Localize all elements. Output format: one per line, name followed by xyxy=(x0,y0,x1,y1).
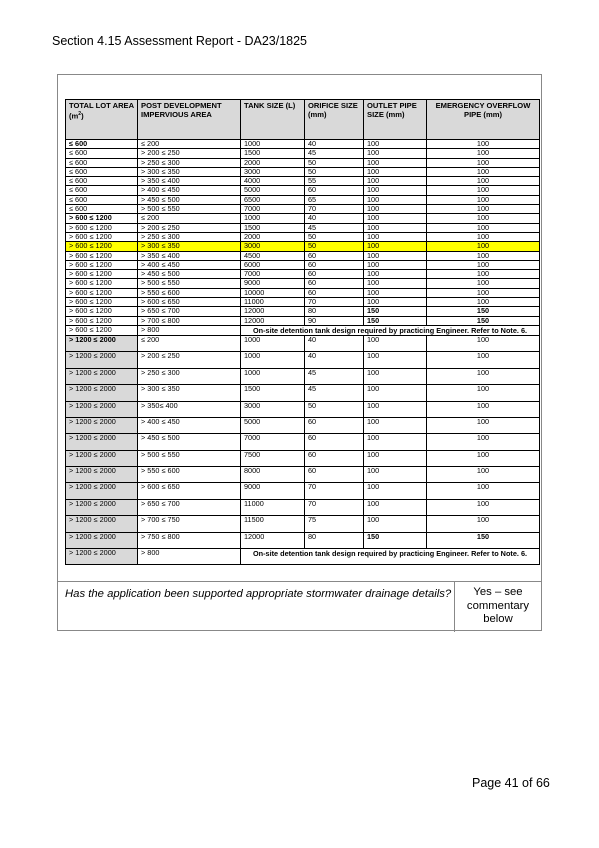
table-row xyxy=(66,352,540,368)
table-cell-orifice: 70 xyxy=(305,298,364,307)
table-cell-lot: > 600 ≤ 1200 xyxy=(66,307,138,316)
table-cell-lot: > 600 ≤ 1200 xyxy=(66,298,138,307)
table-cell-overflow: 100 xyxy=(427,516,540,532)
table-cell-orifice: 60 xyxy=(305,417,364,433)
table-row xyxy=(66,242,540,251)
table-cell-area: > 200 ≤ 250 xyxy=(138,352,241,368)
table-cell-tank: 12000 xyxy=(241,316,305,325)
table-cell-lot: > 1200 ≤ 2000 xyxy=(66,385,138,401)
table-cell-orifice: 40 xyxy=(305,352,364,368)
table-cell-overflow: 100 xyxy=(427,401,540,417)
table-cell-overflow: 100 xyxy=(427,417,540,433)
table-cell-overflow: 100 xyxy=(427,483,540,499)
table-cell-lot: > 600 ≤ 1200 xyxy=(66,279,138,288)
table-cell-outlet: 100 xyxy=(364,140,427,149)
table-cell-area: ≤ 200 xyxy=(138,214,241,223)
table-row-note xyxy=(66,325,540,335)
table-cell-orifice: 60 xyxy=(305,270,364,279)
table-cell-lot: > 600 ≤ 1200 xyxy=(66,288,138,297)
table-cell-outlet: 100 xyxy=(364,158,427,167)
table-row xyxy=(66,434,540,450)
table-cell-lot: > 1200 ≤ 2000 xyxy=(66,516,138,532)
col-lot-area: TOTAL LOT AREA $(m^2)$ xyxy=(66,100,138,140)
table-cell-tank: 11000 xyxy=(241,298,305,307)
table-cell-area: > 250 ≤ 300 xyxy=(138,368,241,384)
table-row xyxy=(66,232,540,241)
table-row xyxy=(66,223,540,232)
table-cell-overflow: 100 xyxy=(427,195,540,204)
table-cell-orifice: 40 xyxy=(305,140,364,149)
table-row xyxy=(66,385,540,401)
table-cell-tank: 3000 xyxy=(241,167,305,176)
table-row xyxy=(66,401,540,417)
table-cell-orifice: 60 xyxy=(305,260,364,269)
table-cell-area: > 550 ≤ 600 xyxy=(138,288,241,297)
table-row xyxy=(66,288,540,297)
table-cell-area: > 650 ≤ 700 xyxy=(138,307,241,316)
table-row xyxy=(66,177,540,186)
table-cell-orifice: 50 xyxy=(305,242,364,251)
table-cell-lot: > 1200 ≤ 2000 xyxy=(66,368,138,384)
question-text: Has the application been supported appropriate stormwater drainage details? xyxy=(65,588,452,600)
table-cell-outlet: 100 xyxy=(364,450,427,466)
table-cell-outlet: 100 xyxy=(364,467,427,483)
table-cell-orifice: 65 xyxy=(305,195,364,204)
table-cell-tank: 1000 xyxy=(241,368,305,384)
table-row xyxy=(66,195,540,204)
report-header: Section 4.15 Assessment Report - DA23/1825 xyxy=(52,34,308,48)
table-cell-overflow: 100 xyxy=(427,242,540,251)
table-cell-orifice: 45 xyxy=(305,368,364,384)
table-cell-outlet: 100 xyxy=(364,288,427,297)
table-cell-tank: 11000 xyxy=(241,499,305,515)
table-row-note xyxy=(66,549,540,565)
table-row xyxy=(66,335,540,351)
table-cell-orifice: 60 xyxy=(305,434,364,450)
table-cell-area: > 200 ≤ 250 xyxy=(138,149,241,158)
table-row xyxy=(66,499,540,515)
table-cell-outlet: 100 xyxy=(364,516,427,532)
engineer-design-note: On-site detention tank design required by practicing Engineer. Refer to Note. 6. xyxy=(241,549,540,565)
table-cell-lot: ≤ 600 xyxy=(66,177,138,186)
table-cell-overflow: 100 xyxy=(427,434,540,450)
table-cell-area: > 800 xyxy=(138,325,241,335)
table-cell-outlet: 100 xyxy=(364,177,427,186)
table-cell-tank: 9000 xyxy=(241,483,305,499)
table-cell-outlet: 100 xyxy=(364,232,427,241)
table-cell-overflow: 100 xyxy=(427,205,540,214)
table-cell-outlet: 100 xyxy=(364,401,427,417)
table-cell-tank: 1000 xyxy=(241,335,305,351)
table-cell-lot: > 1200 ≤ 2000 xyxy=(66,401,138,417)
col-orifice-size: ORIFICE SIZE (mm) xyxy=(305,100,364,140)
table-cell-area: > 400 ≤ 450 xyxy=(138,260,241,269)
table-cell-lot: > 1200 ≤ 2000 xyxy=(66,335,138,351)
table-cell-orifice: 50 xyxy=(305,401,364,417)
table-cell-tank: 12000 xyxy=(241,532,305,548)
table-cell-overflow: 100 xyxy=(427,270,540,279)
table-cell-overflow: 100 xyxy=(427,140,540,149)
table-row xyxy=(66,279,540,288)
table-cell-tank: 12000 xyxy=(241,307,305,316)
table-row xyxy=(66,158,540,167)
table-cell-lot: > 1200 ≤ 2000 xyxy=(66,499,138,515)
table-cell-overflow: 100 xyxy=(427,260,540,269)
table-cell-tank: 1500 xyxy=(241,223,305,232)
table-cell-tank: 1000 xyxy=(241,352,305,368)
table-cell-overflow: 100 xyxy=(427,450,540,466)
table-cell-overflow: 150 xyxy=(427,532,540,548)
table-cell-area: > 350≤ 400 xyxy=(138,401,241,417)
table-cell-overflow: 100 xyxy=(427,251,540,260)
table-row xyxy=(66,483,540,499)
col-emergency-overflow: EMERGENCY OVERFLOW PIPE (mm) xyxy=(427,100,540,140)
table-cell-lot: > 600 ≤ 1200 xyxy=(66,214,138,223)
table-cell-orifice: 40 xyxy=(305,214,364,223)
table-cell-outlet: 100 xyxy=(364,279,427,288)
table-cell-outlet: 100 xyxy=(364,483,427,499)
table-cell-orifice: 70 xyxy=(305,205,364,214)
table-cell-outlet: 100 xyxy=(364,335,427,351)
table-cell-orifice: 50 xyxy=(305,232,364,241)
table-row xyxy=(66,214,540,223)
table-row xyxy=(66,270,540,279)
table-row xyxy=(66,205,540,214)
table-cell-outlet: 100 xyxy=(364,298,427,307)
table-cell-overflow: 100 xyxy=(427,288,540,297)
table-header-row xyxy=(66,100,540,140)
table-cell-orifice: 60 xyxy=(305,450,364,466)
table-cell-tank: 7000 xyxy=(241,270,305,279)
table-cell-orifice: 70 xyxy=(305,499,364,515)
table-cell-orifice: 75 xyxy=(305,516,364,532)
table-cell-tank: 7000 xyxy=(241,434,305,450)
table-row xyxy=(66,251,540,260)
table-cell-area: > 650 ≤ 700 xyxy=(138,499,241,515)
table-cell-tank: 3000 xyxy=(241,242,305,251)
table-row xyxy=(66,140,540,149)
table-cell-area: > 250 ≤ 300 xyxy=(138,158,241,167)
table-cell-lot: > 1200 ≤ 2000 xyxy=(66,434,138,450)
table-cell-outlet: 100 xyxy=(364,251,427,260)
table-cell-orifice: 60 xyxy=(305,251,364,260)
table-cell-lot: > 600 ≤ 1200 xyxy=(66,223,138,232)
table-cell-tank: 2000 xyxy=(241,232,305,241)
table-cell-tank: 1500 xyxy=(241,385,305,401)
table-row xyxy=(66,186,540,195)
table-row xyxy=(66,260,540,269)
table-cell-lot: ≤ 600 xyxy=(66,167,138,176)
table-cell-area: > 800 xyxy=(138,549,241,565)
col-outlet-pipe: OUTLET PIPE SIZE (mm) xyxy=(364,100,427,140)
table-cell-lot: > 600 ≤ 1200 xyxy=(66,251,138,260)
table-cell-orifice: 70 xyxy=(305,483,364,499)
table-cell-outlet: 100 xyxy=(364,417,427,433)
table-cell-overflow: 100 xyxy=(427,499,540,515)
table-cell-orifice: 50 xyxy=(305,167,364,176)
table-cell-area: > 350 ≤ 400 xyxy=(138,177,241,186)
table-cell-orifice: 60 xyxy=(305,279,364,288)
table-cell-orifice: 60 xyxy=(305,288,364,297)
table-cell-tank: 4000 xyxy=(241,177,305,186)
table-cell-lot: > 600 ≤ 1200 xyxy=(66,316,138,325)
table-cell-tank: 1500 xyxy=(241,149,305,158)
table-cell-overflow: 100 xyxy=(427,385,540,401)
table-cell-overflow: 100 xyxy=(427,214,540,223)
table-cell-overflow: 100 xyxy=(427,467,540,483)
table-cell-outlet: 150 xyxy=(364,316,427,325)
question-box xyxy=(57,581,542,631)
table-cell-area: > 350 ≤ 400 xyxy=(138,251,241,260)
table-row xyxy=(66,298,540,307)
table-cell-area: > 300 ≤ 350 xyxy=(138,242,241,251)
table-cell-lot: > 1200 ≤ 2000 xyxy=(66,549,138,565)
table-cell-area: > 700 ≤ 750 xyxy=(138,516,241,532)
table-row xyxy=(66,467,540,483)
table-cell-tank: 2000 xyxy=(241,158,305,167)
table-cell-lot: > 600 ≤ 1200 xyxy=(66,270,138,279)
table-cell-tank: 1000 xyxy=(241,214,305,223)
table-cell-area: ≤ 200 xyxy=(138,335,241,351)
table-cell-tank: 5000 xyxy=(241,417,305,433)
table-cell-outlet: 100 xyxy=(364,167,427,176)
table-cell-lot: ≤ 600 xyxy=(66,158,138,167)
table-cell-overflow: 100 xyxy=(427,167,540,176)
table-cell-outlet: 100 xyxy=(364,149,427,158)
table-cell-area: > 500 ≤ 550 xyxy=(138,450,241,466)
table-cell-tank: 3000 xyxy=(241,401,305,417)
engineer-design-note: On-site detention tank design required by practicing Engineer. Refer to Note. 6. xyxy=(241,325,540,335)
table-cell-lot: > 1200 ≤ 2000 xyxy=(66,532,138,548)
table-row xyxy=(66,417,540,433)
table-cell-area: > 700 ≤ 800 xyxy=(138,316,241,325)
table-cell-area: > 300 ≤ 350 xyxy=(138,167,241,176)
table-cell-tank: 4500 xyxy=(241,251,305,260)
table-row xyxy=(66,450,540,466)
table-row xyxy=(66,532,540,548)
table-cell-tank: 1000 xyxy=(241,140,305,149)
table-cell-orifice: 40 xyxy=(305,335,364,351)
table-cell-overflow: 100 xyxy=(427,352,540,368)
table-cell-outlet: 100 xyxy=(364,270,427,279)
table-cell-overflow: 100 xyxy=(427,186,540,195)
table-cell-lot: > 600 ≤ 1200 xyxy=(66,260,138,269)
table-cell-area: > 450 ≤ 500 xyxy=(138,270,241,279)
question-answer: Yes – see commentary below xyxy=(466,586,530,625)
table-cell-area: > 400 ≤ 450 xyxy=(138,186,241,195)
table-cell-tank: 11500 xyxy=(241,516,305,532)
table-cell-area: > 550 ≤ 600 xyxy=(138,467,241,483)
table-cell-lot: > 1200 ≤ 2000 xyxy=(66,352,138,368)
table-row xyxy=(66,316,540,325)
osd-sizing-table xyxy=(65,99,540,565)
table-cell-tank: 9000 xyxy=(241,279,305,288)
table-cell-area: > 200 ≤ 250 xyxy=(138,223,241,232)
table-cell-tank: 10000 xyxy=(241,288,305,297)
table-cell-area: > 400 ≤ 450 xyxy=(138,417,241,433)
table-row xyxy=(66,149,540,158)
table-cell-overflow: 150 xyxy=(427,307,540,316)
table-cell-outlet: 100 xyxy=(364,195,427,204)
table-cell-tank: 8000 xyxy=(241,467,305,483)
table-cell-area: > 450 ≤ 500 xyxy=(138,434,241,450)
table-cell-outlet: 150 xyxy=(364,307,427,316)
table-cell-orifice: 90 xyxy=(305,316,364,325)
table-cell-area: > 500 ≤ 550 xyxy=(138,205,241,214)
table-cell-outlet: 100 xyxy=(364,205,427,214)
table-cell-lot: ≤ 600 xyxy=(66,140,138,149)
table-cell-orifice: 60 xyxy=(305,467,364,483)
table-cell-orifice: 80 xyxy=(305,532,364,548)
table-cell-tank: 5000 xyxy=(241,186,305,195)
table-cell-tank: 6000 xyxy=(241,260,305,269)
table-cell-lot: > 600 ≤ 1200 xyxy=(66,325,138,335)
table-cell-overflow: 100 xyxy=(427,298,540,307)
table-row xyxy=(66,516,540,532)
table-cell-lot: ≤ 600 xyxy=(66,205,138,214)
table-cell-orifice: 55 xyxy=(305,177,364,186)
table-cell-outlet: 100 xyxy=(364,186,427,195)
table-cell-overflow: 100 xyxy=(427,279,540,288)
col-tank-size: TANK SIZE (L) xyxy=(241,100,305,140)
table-cell-outlet: 100 xyxy=(364,242,427,251)
table-cell-lot: > 600 ≤ 1200 xyxy=(66,232,138,241)
table-cell-outlet: 100 xyxy=(364,260,427,269)
table-cell-lot: ≤ 600 xyxy=(66,195,138,204)
table-cell-lot: > 600 ≤ 1200 xyxy=(66,242,138,251)
table-cell-lot: > 1200 ≤ 2000 xyxy=(66,417,138,433)
table-cell-overflow: 100 xyxy=(427,368,540,384)
table-cell-orifice: 45 xyxy=(305,223,364,232)
table-cell-orifice: 50 xyxy=(305,158,364,167)
table-cell-area: > 500 ≤ 550 xyxy=(138,279,241,288)
table-cell-orifice: 45 xyxy=(305,149,364,158)
page-number: Page 41 of 66 xyxy=(472,776,550,790)
table-cell-lot: > 1200 ≤ 2000 xyxy=(66,450,138,466)
table-cell-orifice: 80 xyxy=(305,307,364,316)
table-cell-area: ≤ 200 xyxy=(138,140,241,149)
table-cell-overflow: 100 xyxy=(427,232,540,241)
table-cell-overflow: 100 xyxy=(427,335,540,351)
table-cell-area: > 300 ≤ 350 xyxy=(138,385,241,401)
table-cell-orifice: 60 xyxy=(305,186,364,195)
table-cell-tank: 7000 xyxy=(241,205,305,214)
table-cell-lot: ≤ 600 xyxy=(66,149,138,158)
table-cell-overflow: 100 xyxy=(427,177,540,186)
table-cell-lot: > 1200 ≤ 2000 xyxy=(66,483,138,499)
table-row xyxy=(66,368,540,384)
table-cell-outlet: 100 xyxy=(364,223,427,232)
table-cell-outlet: 100 xyxy=(364,214,427,223)
table-cell-overflow: 150 xyxy=(427,316,540,325)
table-cell-area: > 750 ≤ 800 xyxy=(138,532,241,548)
col-impervious-area: POST DEVELOPMENT IMPERVIOUS AREA xyxy=(138,100,241,140)
table-cell-outlet: 100 xyxy=(364,434,427,450)
table-cell-area: > 600 ≤ 650 xyxy=(138,483,241,499)
table-cell-lot: ≤ 600 xyxy=(66,186,138,195)
table-row xyxy=(66,167,540,176)
table-row xyxy=(66,307,540,316)
table-cell-area: > 600 ≤ 650 xyxy=(138,298,241,307)
table-cell-outlet: 100 xyxy=(364,499,427,515)
table-cell-overflow: 100 xyxy=(427,223,540,232)
table-cell-outlet: 100 xyxy=(364,385,427,401)
table-cell-overflow: 100 xyxy=(427,158,540,167)
table-cell-area: > 250 ≤ 300 xyxy=(138,232,241,241)
table-cell-outlet: 100 xyxy=(364,368,427,384)
table-cell-overflow: 100 xyxy=(427,149,540,158)
table-cell-outlet: 150 xyxy=(364,532,427,548)
table-cell-area: > 450 ≤ 500 xyxy=(138,195,241,204)
table-cell-lot: > 1200 ≤ 2000 xyxy=(66,467,138,483)
table-cell-tank: 6500 xyxy=(241,195,305,204)
table-cell-tank: 7500 xyxy=(241,450,305,466)
table-cell-orifice: 45 xyxy=(305,385,364,401)
table-cell-outlet: 100 xyxy=(364,352,427,368)
